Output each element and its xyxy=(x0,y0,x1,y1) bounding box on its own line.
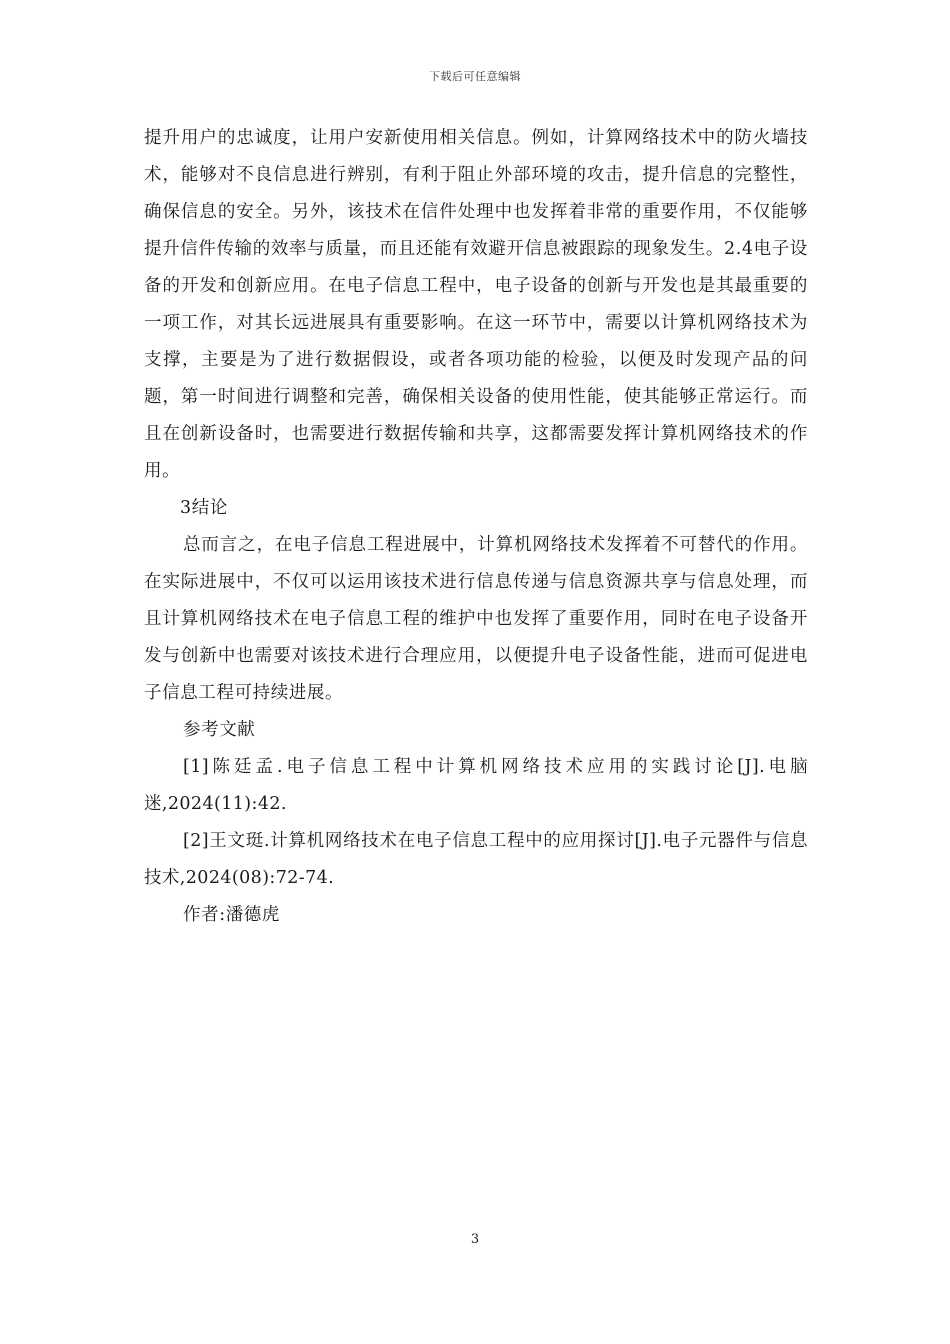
page-header: 下载后可任意编辑 xyxy=(429,70,521,83)
document-body xyxy=(144,120,808,934)
conclusion-paragraph: 总而言之，在电子信息工程进展中，计算机网络技术发挥着不可替代的作用。在实际进展中，不仅可以运用该技术进行信息传递与信息资源共享与信息处理，而且计算机网络技术在电子信息工程的维护中也发挥了重要作用，同时在电子设备开发与创新中也需要对该技术进行合理应用，以便提升电子设备性能，进而可促进电子信息工程可持续进展。 xyxy=(144,535,808,703)
body-paragraph-continued: 提升用户的忠诚度，让用户安新使用相关信息。例如，计算网络技术中的防火墙技术，能够对不良信息进行辨别，有利于阻止外部环境的攻击，提升信息的完整性，确保信息的安全。另外，该技术在信件处理中也发挥着非常的重要作用，不仅能够提升信件传输的效率与质量，而且还能有效避开信息被跟踪的现象发生。2.4电子设备的开发和创新应用。在电子信息工程中，电子设备的创新与开发也是其最重要的一项工作，对其长远进展具有重要影响。在这一环节中，需要以计算机网络技术为支撑，主要是为了进行数据假设，或者各项功能的检验，以便及时发现产品的问题，第一时间进行调整和完善，确保相关设备的使用性能，使其能够正常运行。而且在创新设备时，也需要进行数据传输和共享，这都需要发挥计算机网络技术的作用。 xyxy=(144,128,808,481)
reference-item-1: [1]陈廷孟.电子信息工程中计算机网络技术应用的实践讨论[J].电脑迷,2024(11):42. xyxy=(144,757,808,814)
author-line: 作者:潘德虎 xyxy=(183,905,280,925)
section-heading-conclusion: 3结论 xyxy=(180,498,228,518)
references-heading: 参考文献 xyxy=(183,720,256,740)
reference-item-2: [2]王文珽.计算机网络技术在电子信息工程中的应用探讨[J].电子元器件与信息技术,2024(08):72-74. xyxy=(144,831,808,888)
page-number: 3 xyxy=(470,1232,480,1247)
